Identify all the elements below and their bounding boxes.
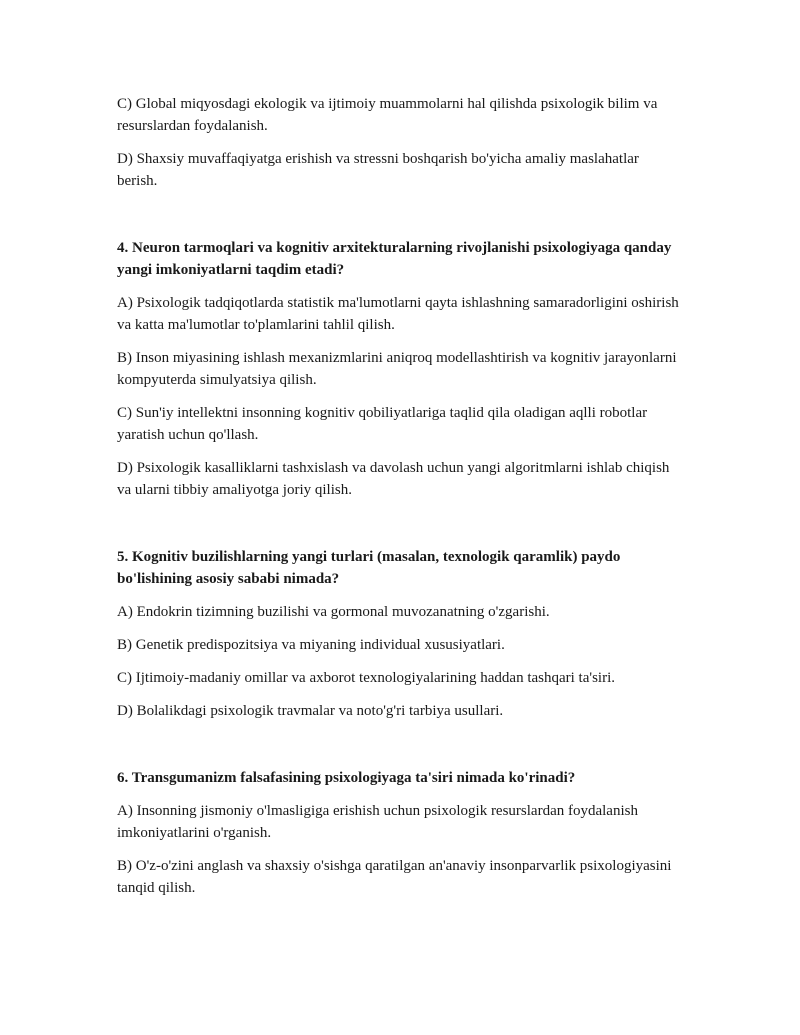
question-title: 5. Kognitiv buzilishlarning yangi turlari (masalan, texnologik qaramlik) paydo bo'lishining asosiy sababi nimada? [117, 549, 621, 587]
document-page [117, 93, 683, 910]
question-title: 6. Transgumanizm falsafasining psixologiyaga ta'siri nimada ko'rinadi? [117, 770, 576, 786]
option-text: D) Bolalikdagi psixologik travmalar va noto'g'ri tarbiya usullari. [117, 703, 504, 719]
option-text: C) Sun'iy intellektni insonning kognitiv qobiliyatlariga taqlid qila oladigan aqlli robotlar yaratish uchun qo'llash. [117, 405, 648, 443]
option-text: D) Shaxsiy muvaffaqiyatga erishish va stressni boshqarish bo'yicha amaliy maslahatlar berish. [117, 151, 639, 189]
option-text: B) O'z-o'zini anglash va shaxsiy o'sishga qaratilgan an'anaviy insonparvarlik psixologiyasini tanqid qilish. [117, 858, 672, 896]
option-text: B) Genetik predispozitsiya va miyaning individual xususiyatlari. [117, 637, 505, 653]
option-text: A) Insonning jismoniy o'lmasligiga erishish uchun psixologik resurslardan foydalanish imkoniyatlarini o'rganish. [117, 803, 638, 841]
option-text: B) Inson miyasining ishlash mexanizmlarini aniqroq modellashtirish va kognitiv jarayonlarni kompyuterda simulyatsiya qilish. [117, 350, 677, 388]
option-text: D) Psixologik kasalliklarni tashxislash va davolash uchun yangi algoritmlarni ishlab chiqish va ularni tibbiy amaliyotga joriy qilish. [117, 460, 670, 498]
option-text: C) Global miqyosdagi ekologik va ijtimoiy muammolarni hal qilishda psixologik bilim va resurslardan foydalanish. [117, 96, 658, 134]
option-text: A) Endokrin tizimning buzilishi va gormonal muvozanatning o'zgarishi. [117, 604, 550, 620]
option-text: A) Psixologik tadqiqotlarda statistik ma'lumotlarni qayta ishlashning samaradorligini oshirish va katta ma'lumotlar to'plamlarini tahlil qilish. [117, 295, 679, 333]
question-title: 4. Neuron tarmoqlari va kognitiv arxitekturalarning rivojlanishi psixologiyaga qanday yangi imkoniyatlarni taqdim etadi? [117, 240, 672, 278]
option-text: C) Ijtimoiy-madaniy omillar va axborot texnologiyalarining haddan tashqari ta'siri. [117, 670, 615, 686]
